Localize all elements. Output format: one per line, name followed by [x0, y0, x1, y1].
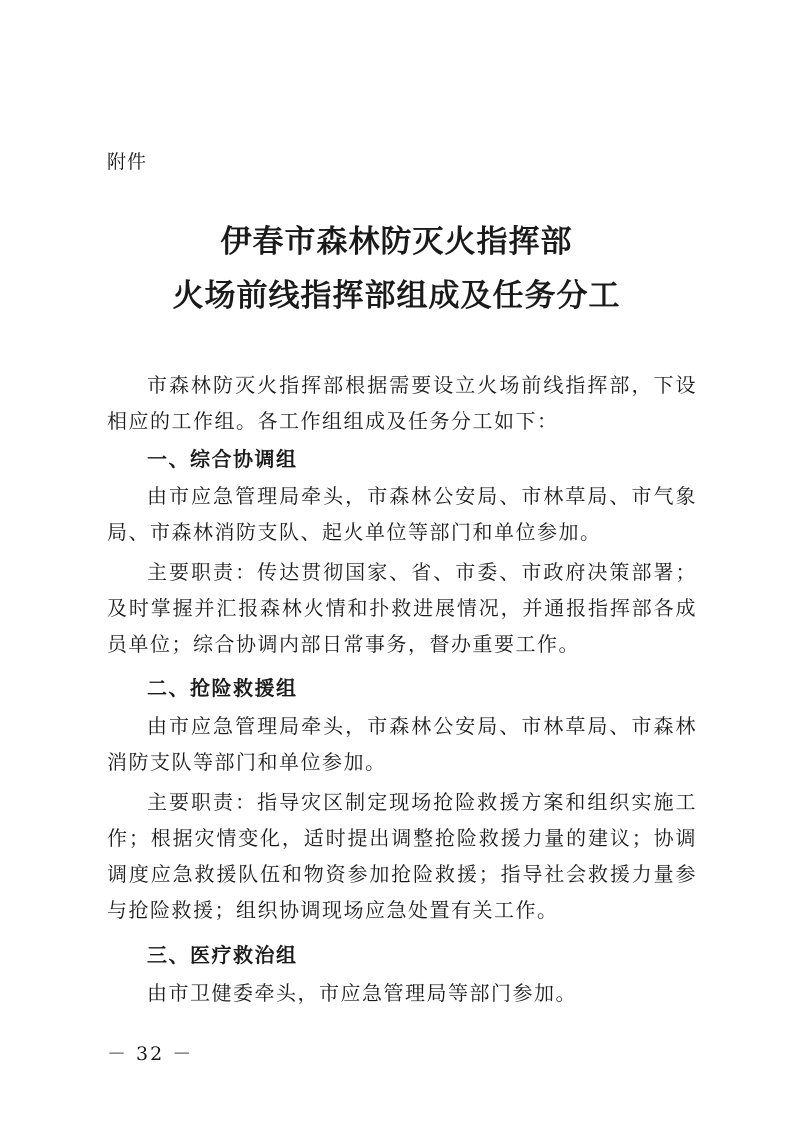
section-heading-1: 一、综合协调组	[147, 447, 298, 471]
attachment-label: 附件	[107, 151, 148, 173]
section-1-duties: 主要职责：传达贯彻国家、省、市委、市政府决策部署；及时掌握并汇报森林火情和扑救进展情况，并通报指挥部各成员单位；综合协调内部日常事务，督办重要工作。	[107, 560, 697, 656]
section-heading-2: 二、抢险救援组	[147, 676, 298, 700]
document-title-line-1: 伊春市森林防灭火指挥部	[220, 224, 573, 260]
section-heading-3: 三、医疗救治组	[147, 943, 298, 967]
intro-paragraph: 市森林防灭火指挥部根据需要设立火场前线指挥部，下设相应的工作组。各工作组组成及任务分工如下：	[107, 373, 697, 433]
section-2-duties: 主要职责：指导灾区制定现场抢险救援方案和组织实施工作；根据灾情变化，适时提出调整抢险救援力量的建议；协调调度应急救援队伍和物资参加抢险救援；指导社会救援力量参与抢险救援；组织协调现场应急处置有关工作。	[107, 790, 697, 922]
document-title-line-2: 火场前线指挥部组成及任务分工	[172, 278, 621, 314]
section-2-members: 由市应急管理局牵头，市森林公安局、市林草局、市森林消防支队等部门和单位参加。	[107, 714, 697, 774]
section-1-members: 由市应急管理局牵头，市森林公安局、市林草局、市气象局、市森林消防支队、起火单位等部门和单位参加。	[107, 484, 697, 544]
page-number: － 32 －	[107, 1043, 194, 1065]
section-3-members: 由市卫健委牵头，市应急管理局等部门参加。	[147, 981, 577, 1005]
